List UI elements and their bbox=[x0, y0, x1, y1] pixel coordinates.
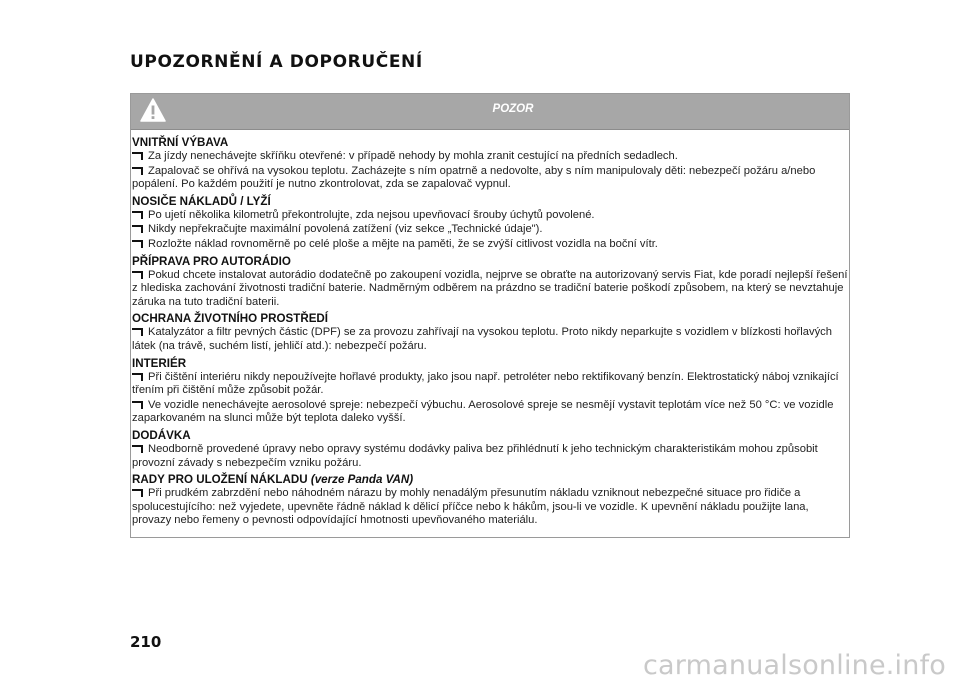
section-title bbox=[132, 255, 848, 268]
paragraph-text: Nikdy nepřekračujte maximální povolená zatížení (viz sekce „Technické údaje"). bbox=[148, 223, 543, 236]
warning-paragraph bbox=[132, 209, 848, 223]
warning-paragraph bbox=[132, 150, 848, 164]
section-title bbox=[132, 195, 848, 208]
paragraph-text: Při prudkém zabrzdění nebo náhodném nárazu by mohly nenadálým přesunutím nákladu vzniknout nebezpečné situace pro řidiče a spolucestujícího: než vyjedete, upevněte řádně náklad k dělicí příčce nebo k hákům, jsou-li ve vozidle. K upevnění nákladu použijte lana, provazy nebo řemeny o pevnosti odpovídající hmotnosti upevňovaného materiálu. bbox=[132, 487, 809, 527]
bullet-marker-icon bbox=[132, 373, 143, 381]
section-title-text: DODÁVKA bbox=[132, 428, 191, 442]
bullet-marker-icon bbox=[132, 211, 143, 219]
bullet-marker-icon bbox=[132, 152, 143, 160]
warning-paragraph bbox=[132, 326, 848, 353]
section-title bbox=[132, 136, 848, 149]
warning-header bbox=[131, 94, 849, 130]
watermark: carmanualsonline.info bbox=[643, 650, 946, 681]
section-title-text: OCHRANA ŽIVOTNÍHO PROSTŘEDÍ bbox=[132, 312, 329, 326]
section-title bbox=[132, 429, 848, 442]
paragraph-text: Za jízdy nenechávejte skříňku otevřené: v případě nehody by mohla zranit cestující na předních sedadlech. bbox=[148, 150, 678, 162]
warning-paragraph bbox=[132, 223, 848, 237]
warning-box bbox=[130, 93, 850, 538]
paragraph-text: Ve vozidle nenechávejte aerosolové spreje: nebezpečí výbuchu. Aerosolové spreje se nesmějí vystavit teplotám více než 50 °C: ve vozidle zaparkovaném na slunci může být teplota daleko vyšší. bbox=[132, 398, 834, 425]
section-title-text: INTERIÉR bbox=[132, 356, 187, 370]
bullet-marker-icon bbox=[132, 401, 143, 409]
warning-paragraph bbox=[132, 269, 848, 310]
bullet-marker-icon bbox=[132, 167, 143, 175]
bullet-marker-icon bbox=[132, 271, 143, 279]
section-title-text: NOSIČE NÁKLADŮ / LYŽÍ bbox=[132, 194, 271, 208]
paragraph-text: Pokud chcete instalovat autorádio dodatečně po zakoupení vozidla, nejprve se obraťte na autorizovaný servis Fiat, kde poradí nejlepší řešení z hlediska zachování životnosti tradiční baterie. Nadměrným odběrem na prázdno se tradiční baterie poškodí způsobem, na který se nevztahuje záruka na tuto tradiční baterii. bbox=[132, 268, 848, 308]
paragraph-text: Zapalovač se ohřívá na vysokou teplotu. Zacházejte s ním opatrně a nedovolte, aby s ním manipulovaly děti: nebezpečí požáru a/nebo popálení. Po každém použití je nutno zkontrolovat, zda se zapalovač vypnul. bbox=[132, 164, 816, 191]
warning-label: POZOR bbox=[492, 103, 534, 115]
page-number: 210 bbox=[130, 633, 162, 651]
section-title-suffix: (verze Panda VAN) bbox=[310, 473, 414, 487]
paragraph-text: Neodborně provedené úpravy nebo opravy systému dodávky paliva bez přihlédnutí k jeho technickým charakteristikám mohou způsobit provozní závady s nebezpečím vzniku požáru. bbox=[132, 442, 818, 469]
section-title-text: VNITŘNÍ VÝBAVA bbox=[132, 136, 229, 149]
warning-paragraph bbox=[132, 399, 848, 426]
paragraph-text: Při čištění interiéru nikdy nepoužívejte hořlavé produkty, jako jsou např. petroléter nebo rektifikovaný benzín. Elektrostatický náboj vznikající třením při čištění může způsobit požár. bbox=[132, 370, 839, 397]
section-title bbox=[132, 357, 848, 370]
warning-paragraph bbox=[132, 487, 848, 528]
paragraph-text: Po ujetí několika kilometrů překontrolujte, zda nejsou upevňovací šrouby úchytů povolené. bbox=[148, 208, 595, 221]
section-title bbox=[132, 312, 848, 325]
warning-paragraph bbox=[132, 443, 848, 470]
section-title bbox=[132, 473, 848, 486]
paragraph-text: Rozložte náklad rovnoměrně po celé ploše a mějte na paměti, že se zvýší citlivost vozidla na boční vítr. bbox=[148, 237, 658, 250]
bullet-marker-icon bbox=[132, 240, 143, 248]
bullet-marker-icon bbox=[132, 225, 143, 233]
warning-paragraph bbox=[132, 238, 848, 252]
bullet-marker-icon bbox=[132, 445, 143, 453]
bullet-marker-icon bbox=[132, 489, 143, 497]
page-title: UPOZORNĚNÍ A DOPORUČENÍ bbox=[130, 52, 423, 72]
warning-paragraph bbox=[132, 165, 848, 192]
section-title-text: RADY PRO ULOŽENÍ NÁKLADU bbox=[132, 473, 308, 487]
section-title-text: PŘÍPRAVA PRO AUTORÁDIO bbox=[132, 254, 291, 268]
warning-body bbox=[131, 130, 849, 537]
paragraph-text: Katalyzátor a filtr pevných částic (DPF) se za provozu zahřívají na vysokou teplotu. Proto nikdy neparkujte s vozidlem v blízkosti hořlavých látek (na trávě, suchém listí, jehličí atd.): nebezpečí požáru. bbox=[132, 326, 832, 352]
warning-paragraph bbox=[132, 371, 848, 398]
bullet-marker-icon bbox=[132, 328, 143, 336]
